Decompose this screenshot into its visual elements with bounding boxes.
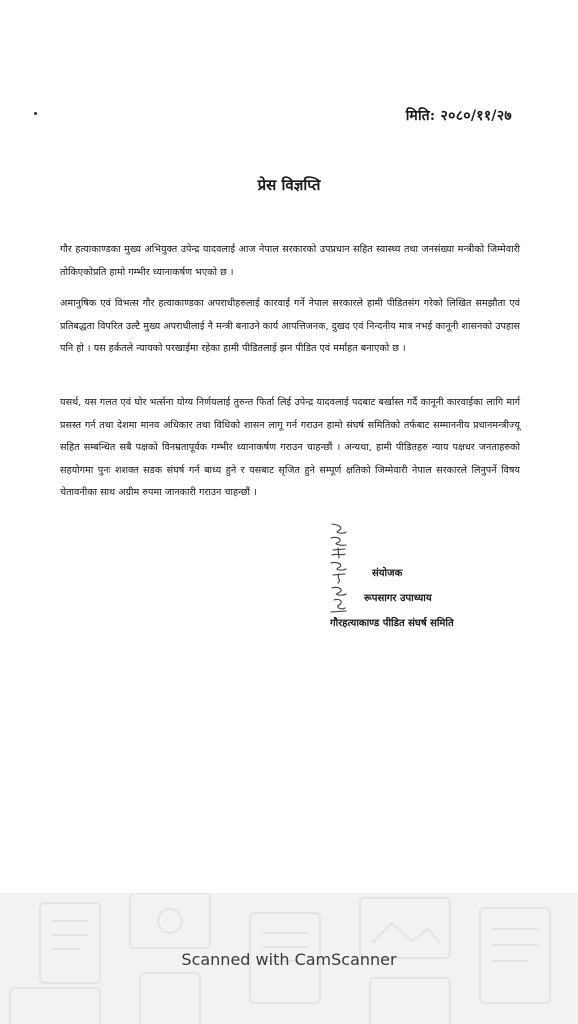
signatory-organization: गौरहत्याकाण्ड पीडित संघर्ष समिति	[330, 618, 454, 629]
paragraph-1: गौर हत्याकाण्डका मुख्य अभियुक्त उपेन्द्र यादवलाई आज नेपाल सरकारको उपप्रधान सहित स्वास्थ्य तथा जनसंख्या मन्त्रीको जिम्मेवारी तोकिएकोप्रति हामो गम्भीर ध्यानाकर्षण भएको छ ।	[60, 244, 520, 278]
document-date: मिति: २०८०/११/२७	[405, 108, 512, 124]
document-title: प्रेस विज्ञप्ति	[257, 176, 321, 194]
signatory-name: रूपसागर उपाध्याय	[364, 593, 432, 604]
camscanner-watermark: Scanned with CamScanner	[181, 950, 397, 969]
signature-block	[330, 561, 530, 636]
dot-mark	[34, 112, 37, 115]
paragraph-2: अमानुषिक एवं विभत्स गौर हत्याकाण्डका अपराधीहरुलाई कारवाई गर्ने नेपाल सरकारले हामी पीडितसंग गरेको लिखित समझौता एवं प्रतिबद्धता विपरित उल्टै मुख्य अपराधीलाई नै मन्त्री बनाउने कार्य आपत्तिजनक, दुखद एवं निन्दनीय मात्र नभई कानूनी शासनको उपहास पनि हो । यस हर्कतले न्यायको परखाईमा रहेका हामी पीडितलाई झन पीडित एवं मर्माहत बनाएको छ ।	[60, 298, 520, 354]
signatory-role: संयोजक	[372, 568, 403, 579]
paragraph-3: यसर्थ, यस गलत एवं घोर भर्त्सना योग्य निर्णयलाई तुरुन्त फिर्ता लिई उपेन्द्र यादवलाई पदबाट बर्खास्त गर्दै कानूनी कारवाईका लागि मार्ग प्रसस्त गर्न तथा देशमा मानव अधिकार तथा विधिको शासन लागू गर्न गराउन हामो संघर्ष समितिको तर्फबाट सम्माननीय प्रधानमन्त्रीज्यू सहित सम्बन्धित सबै पक्षको विनम्रतापूर्वक गम्भीर ध्यानाकर्षण गराउन चाहन्छौं । अन्यथा, हामी पीडितहरु न्याय पक्षधर जनताहरुको सहयोगमा पुनः शशक्त सडक संघर्ष गर्न बाध्य हुने र यसबाट सृजित हुने सम्पूर्ण क्षतिको जिम्मेवारी नेपाल सरकारले लिनुपर्ने विषय चेतावनीका साथ अग्रीम रुपमा जानकारी गराउन चाहन्छौं ।	[60, 397, 520, 498]
scanner-footer	[0, 893, 578, 1024]
